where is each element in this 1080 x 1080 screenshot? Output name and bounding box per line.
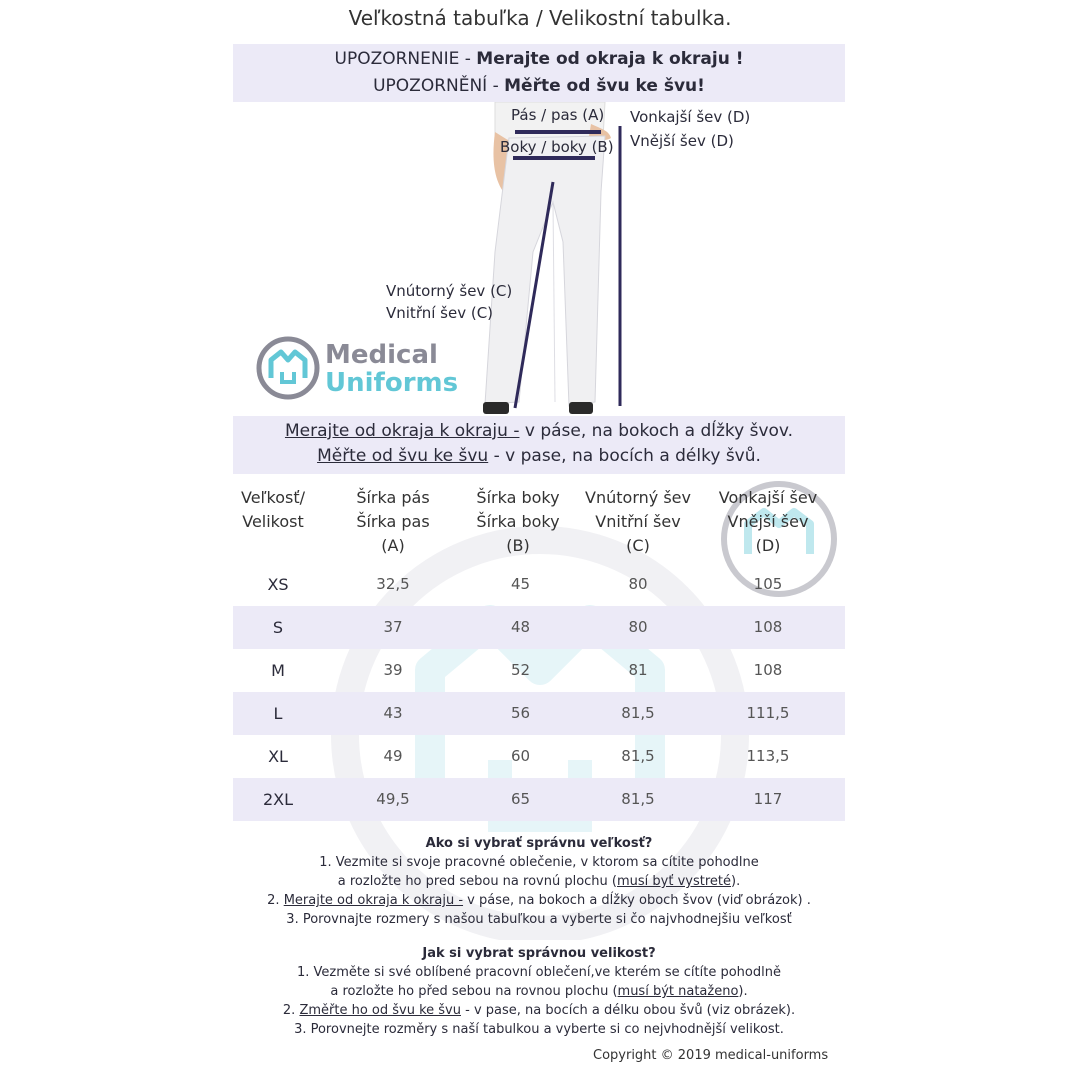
guide-cz-step2-b: - v pase, na bocích a délku obou švů (viz obrázek). [461,1003,796,1018]
cell-inseam: 80 [628,575,648,593]
guide-cz-step2 [233,1001,845,1020]
header-waist-cz: Šírka pas [356,512,430,531]
header-inseam [573,486,703,558]
page-title: Veľkostná tabuľka / Velikostní tabulka. [348,6,732,30]
label-hips: Boky / boky (B) [500,138,614,156]
logo-text-uniforms: Uniforms [325,368,459,398]
guide-sk-step2-a: 2. [267,893,284,908]
label-outer-sk: Vonkajší šev (D) [630,108,751,126]
guide-sk-step2 [233,891,845,910]
cell-outseam: 113,5 [746,747,790,765]
header-hips [463,486,573,558]
label-waist: Pás / pas (A) [511,106,605,124]
cell-outseam: 108 [753,618,783,636]
guide-sk-step3: 3. Porovnajte rozmery s našou tabuľkou a vyberte si čo najvhodnejšiu veľkosť [286,912,792,927]
header-inseam-code: (C) [626,536,650,555]
instruction-line-sk [233,419,845,444]
cell-waist: 49,5 [376,790,410,808]
warning-text-sk: Merajte od okraja k okraju ! [476,49,744,69]
label-outer-cz: Vnější šev (D) [630,132,734,150]
cell-hips: 65 [510,790,531,808]
measure-instruction [233,416,845,474]
header-waist [338,486,448,558]
guide-cz-heading: Jak si vybrat správnou velikost? [422,946,656,961]
cell-size: XL [268,747,288,766]
header-outseam [703,486,833,558]
header-outseam-cz: Vnější šev [727,512,809,531]
cell-waist: 43 [383,704,403,722]
guide-cz-step3: 3. Porovnejte rozměry s naší tabulkou a vyberte si co nejvhodnější velikost. [294,1022,784,1037]
measurement-figure [233,102,845,416]
cell-outseam: 117 [753,790,783,808]
cell-inseam: 81,5 [621,704,655,722]
header-outseam-sk: Vonkajší šev [718,488,818,507]
warning-banner [233,44,845,102]
cell-waist: 39 [383,661,403,679]
guide-cz-step2-u: Změřte ho od švu ke švu [299,1003,461,1018]
warning-line-cz [233,73,845,100]
instruction-rest-sk: v páse, na bokoch a dĺžky švov. [519,421,794,441]
instruction-rest-cz: - v pase, na bocích a délky švů. [488,446,761,466]
guide-sk-step1b-u: musí byť vystreté [617,874,732,889]
guide-sk-step1b-a: a rozložte ho pred sebou na rovnú plochu ( [337,874,617,889]
cell-hips: 60 [510,747,531,765]
cell-waist: 37 [383,618,403,636]
cell-size: L [273,704,283,723]
table-row [233,606,845,649]
cell-outseam: 108 [753,661,783,679]
cell-hips: 48 [510,618,531,636]
table-row [233,735,845,778]
header-waist-code: (A) [381,536,405,555]
header-hips-sk: Šírka boky [476,488,560,507]
header-size-sk: Veľkosť/ [240,488,306,507]
header-size-cz: Velikost [242,512,304,531]
cell-size: S [272,618,284,637]
header-outseam-code: (D) [755,536,781,555]
table-row [233,563,845,606]
header-waist-sk: Šírka pás [356,488,430,507]
header-size [233,486,313,534]
table-row [233,692,845,735]
cell-hips: 52 [510,661,531,679]
copyright: Copyright © 2019 medical-uniforms [593,1048,829,1063]
table-row [233,778,845,821]
cell-outseam: 105 [753,575,783,593]
header-hips-code: (B) [506,536,530,555]
label-inner-cz: Vnitřní šev (C) [386,304,494,322]
cell-inseam: 81,5 [621,747,655,765]
cell-hips: 56 [510,704,531,722]
guide-sk-step2-u: Merajte od okraja k okraju - [283,893,464,908]
cell-size: 2XL [262,790,294,809]
cell-waist: 49 [383,747,403,765]
guide-sk-step1b-b: ). [731,874,741,889]
guide-cz-step2-a: 2. [282,1003,300,1018]
warning-line-sk [233,46,845,73]
warning-text-cz: Měřte od švu ke švu! [504,76,705,96]
label-inner-sk: Vnútorný šev (C) [386,282,513,300]
guide-sk-step1b [233,872,845,891]
instruction-line-cz [233,444,845,469]
guide-cz-step1b [233,982,845,1001]
warning-prefix-cz: UPOZORNĚNÍ - [373,76,505,96]
cell-size: XS [267,575,289,594]
instruction-emph-cz: Měřte od švu ke švu [317,446,489,466]
guide-cz-step1b-u: musí být nataženo [617,984,739,999]
medical-uniforms-logo-icon [259,339,317,397]
cell-size: M [271,661,285,680]
guide-sk-heading: Ako si vybrať správnu veľkosť? [425,836,653,851]
header-hips-cz: Šírka boky [476,512,560,531]
guide-cz-step1b-a: a rozložte ho před sebou na rovnou plochu ( [330,984,618,999]
header-inseam-cz: Vnitřní šev [595,512,681,531]
guide-cz-step1b-b: ). [738,984,748,999]
logo-text-medical: Medical [325,340,438,370]
guide-cz [233,944,845,1039]
cell-inseam: 81 [628,661,648,679]
guide-cz-step1: 1. Vezměte si své oblíbené pracovní oblečení,ve kterém se cítíte pohodlně [297,965,781,980]
cell-inseam: 80 [628,618,648,636]
cell-outseam: 111,5 [746,704,790,722]
cell-hips: 45 [510,575,531,593]
instruction-emph-sk: Merajte od okraja k okraju - [284,421,520,441]
guide-sk [233,834,845,929]
warning-prefix-sk: UPOZORNENIE - [334,49,477,69]
table-row [233,649,845,692]
guide-sk-step2-b: v páse, na bokoch a dĺžky oboch švov (viď obrázok) . [463,893,811,908]
guide-sk-step1: 1. Vezmite si svoje pracovné oblečenie, v ktorom sa cítite pohodlne [319,855,759,870]
header-inseam-sk: Vnútorný šev [585,488,691,507]
cell-waist: 32,5 [376,575,410,593]
cell-inseam: 81,5 [621,790,655,808]
